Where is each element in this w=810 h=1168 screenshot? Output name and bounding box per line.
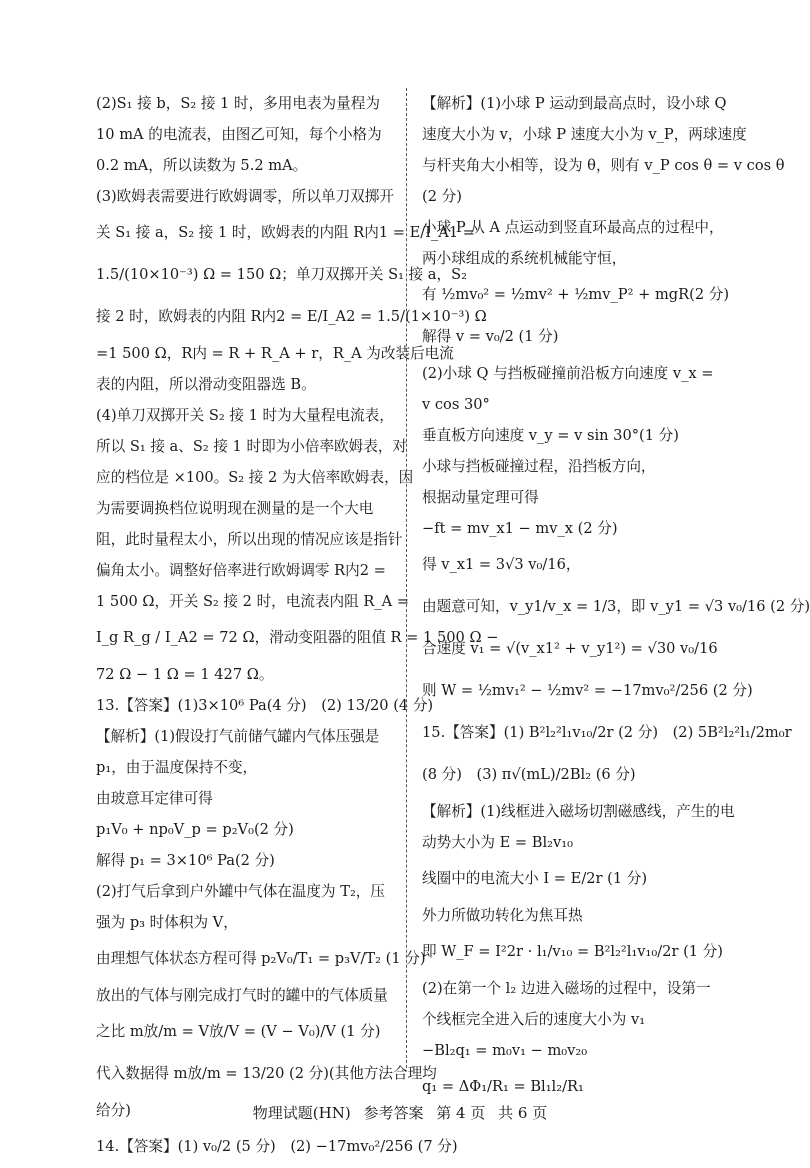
text-line: 14.【答案】(1) v₀/2 (5 分) (2) −17mv₀²/256 (7 分) (96, 1138, 458, 1155)
text-line: (2)小球 Q 与挡板碰撞前沿板方向速度 v_x = (422, 365, 714, 382)
text-line: (2)打气后拿到户外罐中气体在温度为 T₂，压 (96, 883, 385, 900)
text-line: 小球 P 从 A 点运动到竖直环最高点的过程中， (422, 219, 724, 236)
text-line: 垂直板方向速度 v_y = v sin 30°(1 分) (422, 427, 679, 444)
text-line: 之比 m放/m = V放/V = (V − V₀)/V (1 分) (96, 1023, 381, 1040)
text-line: 72 Ω − 1 Ω = 1 427 Ω。 (96, 666, 274, 683)
footer-page: 第 4 页 (436, 1104, 486, 1122)
footer-subject: 物理试题(HN) (252, 1104, 351, 1122)
text-line: −ft = mv_x1 − mv_x (2 分) (422, 520, 618, 537)
text-line: 15.【答案】(1) B²l₂²l₁v₁₀/2r (2 分) (2) 5B²l₂²l₁/2m₀r (422, 724, 792, 741)
text-line: 得 v_x1 = 3√3 v₀/16， (422, 556, 581, 573)
text-line: 【解析】(1)小球 P 运动到最高点时，设小球 Q (422, 95, 727, 112)
column-divider (406, 88, 407, 1068)
text-line: I_g R_g / I_A2 = 72 Ω，滑动变阻器的阻值 R = 1 500 Ω − (96, 629, 499, 646)
text-line: 1.5/(10×10⁻³) Ω = 150 Ω；单刀双掷开关 S₁ 接 a，S₂ (96, 266, 467, 283)
text-line: 外力所做功转化为焦耳热 (422, 907, 583, 924)
text-line: 接 2 时，欧姆表的内阻 R内2 = E/I_A2 = 1.5/(1×10⁻³) Ω (96, 308, 487, 325)
text-line: 关 S₁ 接 a，S₂ 接 1 时，欧姆表的内阻 R内1 = E/I_A1 = (96, 224, 475, 241)
text-line: 线圈中的电流大小 I = E/2r (1 分) (422, 870, 648, 887)
text-line: 阻，此时量程太小，所以出现的情况应该是指针 (96, 531, 403, 548)
text-line: 则 W = ½mv₁² − ½mv² = −17mv₀²/256 (2 分) (422, 682, 753, 699)
text-line: 由题意可知，v_y1/v_x = 1/3，即 v_y1 = √3 v₀/16 (2 分) (422, 598, 810, 615)
text-line: p₁，由于温度保持不变， (96, 759, 258, 776)
text-line: q₁ = ΔΦ₁/R₁ = Bl₁l₂/R₁ (422, 1078, 584, 1095)
text-line: 有 ½mv₀² = ½mv² + ½mv_P² + mgR(2 分) (422, 286, 730, 303)
text-line: 动势大小为 E = Bl₂v₁₀ (422, 834, 573, 851)
text-line: 代入数据得 m放/m = 13/20 (2 分)(其他方法合理均 (96, 1065, 437, 1082)
text-line: 1 500 Ω，开关 S₂ 接 2 时，电流表内阻 R_A = (96, 593, 410, 610)
text-line: 由理想气体状态方程可得 p₂V₀/T₁ = p₃V/T₂ (1 分) (96, 950, 426, 967)
text-line: (8 分) (3) π√(mL)/2Bl₂ (6 分) (422, 766, 636, 783)
text-line: 个线框完全进入后的速度大小为 v₁ (422, 1011, 646, 1028)
text-line: 根据动量定理可得 (422, 489, 539, 506)
text-line: v cos 30° (422, 396, 490, 413)
text-line: 【解析】(1)线框进入磁场切割磁感线，产生的电 (422, 803, 735, 820)
text-line: −Bl₂q₁ = m₀v₁ − m₀v₂₀ (422, 1042, 588, 1059)
text-line: 强为 p₃ 时体积为 V， (96, 914, 238, 931)
text-line: 偏角太小。调整好倍率进行欧姆调零 R内2 = (96, 562, 386, 579)
text-line: 即 W_F = I²2r · l₁/v₁₀ = B²l₂²l₁v₁₀/2r (1 分) (422, 943, 723, 960)
text-line: 表的内阻，所以滑动变阻器选 B。 (96, 376, 316, 393)
text-line: 两小球组成的系统机械能守恒， (422, 250, 627, 267)
text-line: 10 mA 的电流表，由图乙可知，每个小格为 (96, 126, 382, 143)
text-line: 0.2 mA，所以读数为 5.2 mA。 (96, 157, 308, 174)
text-line: (2 分) (422, 188, 462, 205)
text-line: 13.【答案】(1)3×10⁶ Pa(4 分) (2) 13/20 (4 分) (96, 697, 434, 714)
text-line: (3)欧姆表需要进行欧姆调零，所以单刀双掷开 (96, 188, 394, 205)
footer-total: 共 6 页 (498, 1104, 548, 1122)
footer-label: 参考答案 (363, 1104, 424, 1122)
text-line: 为需要调换档位说明现在测量的是一个大电 (96, 500, 374, 517)
text-line: 应的档位是 ×100。S₂ 接 2 为大倍率欧姆表，因 (96, 469, 414, 486)
text-line: 解得 p₁ = 3×10⁶ Pa(2 分) (96, 852, 275, 869)
page-footer (0, 1102, 800, 1123)
text-line: (2)在第一个 l₂ 边进入磁场的过程中，设第一 (422, 980, 711, 997)
text-line: 【解析】(1)假设打气前储气罐内气体压强是 (96, 728, 380, 745)
text-line: (2)S₁ 接 b，S₂ 接 1 时，多用电表为量程为 (96, 95, 380, 112)
text-line: 给分) (96, 1102, 131, 1119)
text-line: 解得 v = v₀/2 (1 分) (422, 328, 559, 345)
text-line: 合速度 v₁ = √(v_x1² + v_y1²) = √30 v₀/16 (422, 640, 718, 657)
text-line: 与杆夹角大小相等，设为 θ，则有 v_P cos θ = v cos θ (422, 157, 785, 174)
text-line: =1 500 Ω，R内 = R + R_A + r，R_A 为改装后电流 (96, 345, 454, 362)
right-column (422, 88, 810, 1108)
text-line: 放出的气体与刚完成打气时的罐中的气体质量 (96, 987, 388, 1004)
text-line: (4)单刀双掷开关 S₂ 接 1 时为大量程电流表， (96, 407, 394, 424)
text-line: 由玻意耳定律可得 (96, 790, 213, 807)
text-line: 小球与挡板碰撞过程，沿挡板方向， (422, 458, 656, 475)
text-line: 所以 S₁ 接 a、S₂ 接 1 时即为小倍率欧姆表，对 (96, 438, 408, 455)
text-line: p₁V₀ + np₀V_p = p₂V₀(2 分) (96, 821, 294, 838)
text-line: 速度大小为 v，小球 P 速度大小为 v_P，两球速度 (422, 126, 747, 143)
